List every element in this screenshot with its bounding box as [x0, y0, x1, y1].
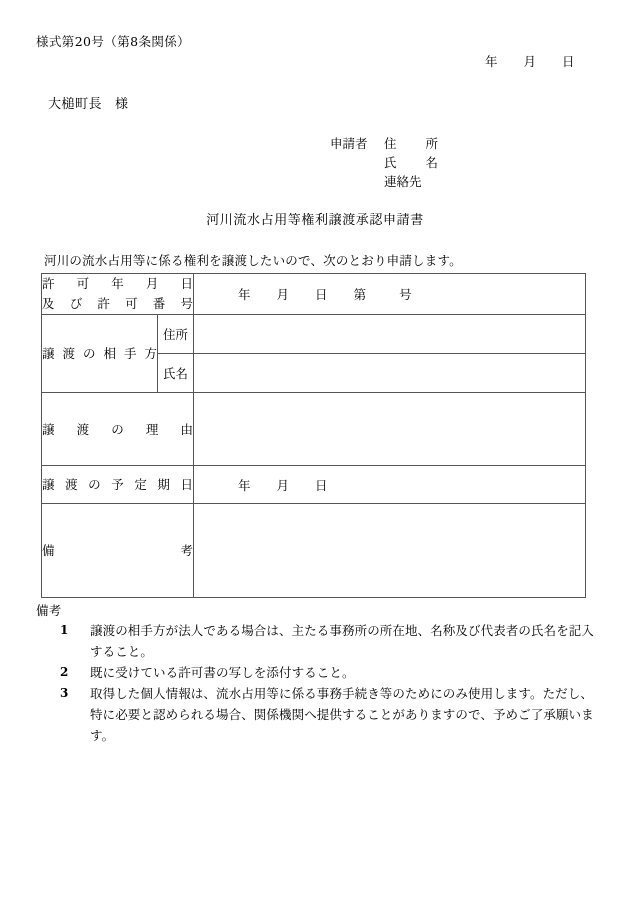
header-date-year: 年: [485, 54, 498, 69]
row-value-counterparty-name[interactable]: [194, 354, 586, 393]
note-number: 3: [60, 686, 69, 700]
row-sublabel-name: 氏名: [158, 354, 194, 393]
applicant-row-address: [330, 134, 438, 153]
permit-number-prefix: 第: [353, 287, 367, 302]
page-title: 河川流水占用等権利譲渡承認申請書: [206, 213, 424, 228]
header-date-line: [485, 52, 575, 70]
schedule-year: 年: [238, 477, 251, 493]
note-text: 取得した個人情報は、流水占用等に係る事務手続き等のためにのみ使用します。ただし、特に必要と認められる場合、関係機関へ提供することがありますので、予めご了承願います。: [90, 686, 594, 743]
permit-year: 年: [238, 287, 251, 302]
applicant-label: 申請者: [330, 136, 368, 151]
header-date-day: 日: [562, 54, 575, 69]
schedule-month: 月: [276, 477, 290, 493]
note-number: 1: [60, 623, 69, 637]
row-label-remarks: 備考: [42, 504, 194, 598]
note-text: 既に受けている許可書の写しを添付すること。: [90, 665, 355, 680]
row-value-schedule[interactable]: [194, 466, 586, 504]
header-date-month: 月: [523, 54, 537, 69]
table-row-remarks: [42, 504, 586, 598]
table-row-permit: [42, 274, 586, 315]
note-item: [36, 662, 596, 683]
row-label-counterparty: 譲渡の相手方: [42, 315, 158, 393]
row-label-permit-line2: 及び許可番号: [42, 296, 194, 311]
row-value-remarks[interactable]: [194, 504, 586, 598]
notes-section: [36, 601, 596, 746]
permit-number-suffix: 号: [399, 287, 412, 302]
lead-sentence: 河川の流水占用等に係る権利を譲渡したいので、次のとおり申請します。: [44, 253, 462, 268]
note-item: [36, 683, 596, 746]
table-row-reason: [42, 393, 586, 466]
applicant-block: [330, 134, 438, 191]
applicant-field-address: 住所: [384, 136, 438, 151]
notes-heading: 備考: [36, 603, 62, 618]
permit-day: 日: [315, 287, 328, 302]
addressee: [48, 93, 129, 112]
row-label-schedule: 譲渡の予定期日: [42, 466, 194, 504]
addressee-office: 大槌町長: [48, 97, 103, 112]
note-item: [36, 620, 596, 662]
table-row-schedule: [42, 466, 586, 504]
schedule-day: 日: [315, 477, 328, 493]
note-number: 2: [60, 665, 69, 679]
row-sublabel-address: 住所: [158, 315, 194, 354]
applicant-field-name: 氏名: [384, 155, 438, 170]
addressee-honorific: 様: [115, 97, 129, 112]
applicant-row-contact: [330, 172, 438, 191]
note-text: 譲渡の相手方が法人である場合は、主たる事務所の所在地、名称及び代表者の氏名を記入すること。: [90, 623, 595, 659]
form-number: 様式第20号（第8条関係）: [36, 34, 191, 49]
applicant-field-contact: 連絡先: [384, 174, 422, 189]
application-form-table: [41, 273, 586, 598]
row-value-counterparty-address[interactable]: [194, 315, 586, 354]
row-value-permit[interactable]: [194, 274, 586, 315]
row-label-reason: 譲渡の理由: [42, 393, 194, 466]
row-label-permit-line1: 許可年月日: [42, 276, 194, 291]
row-label-permit: [42, 274, 194, 315]
permit-month: 月: [276, 287, 290, 302]
table-row-counterparty-address: [42, 315, 586, 354]
applicant-row-name: [330, 153, 438, 172]
row-value-reason[interactable]: [194, 393, 586, 466]
